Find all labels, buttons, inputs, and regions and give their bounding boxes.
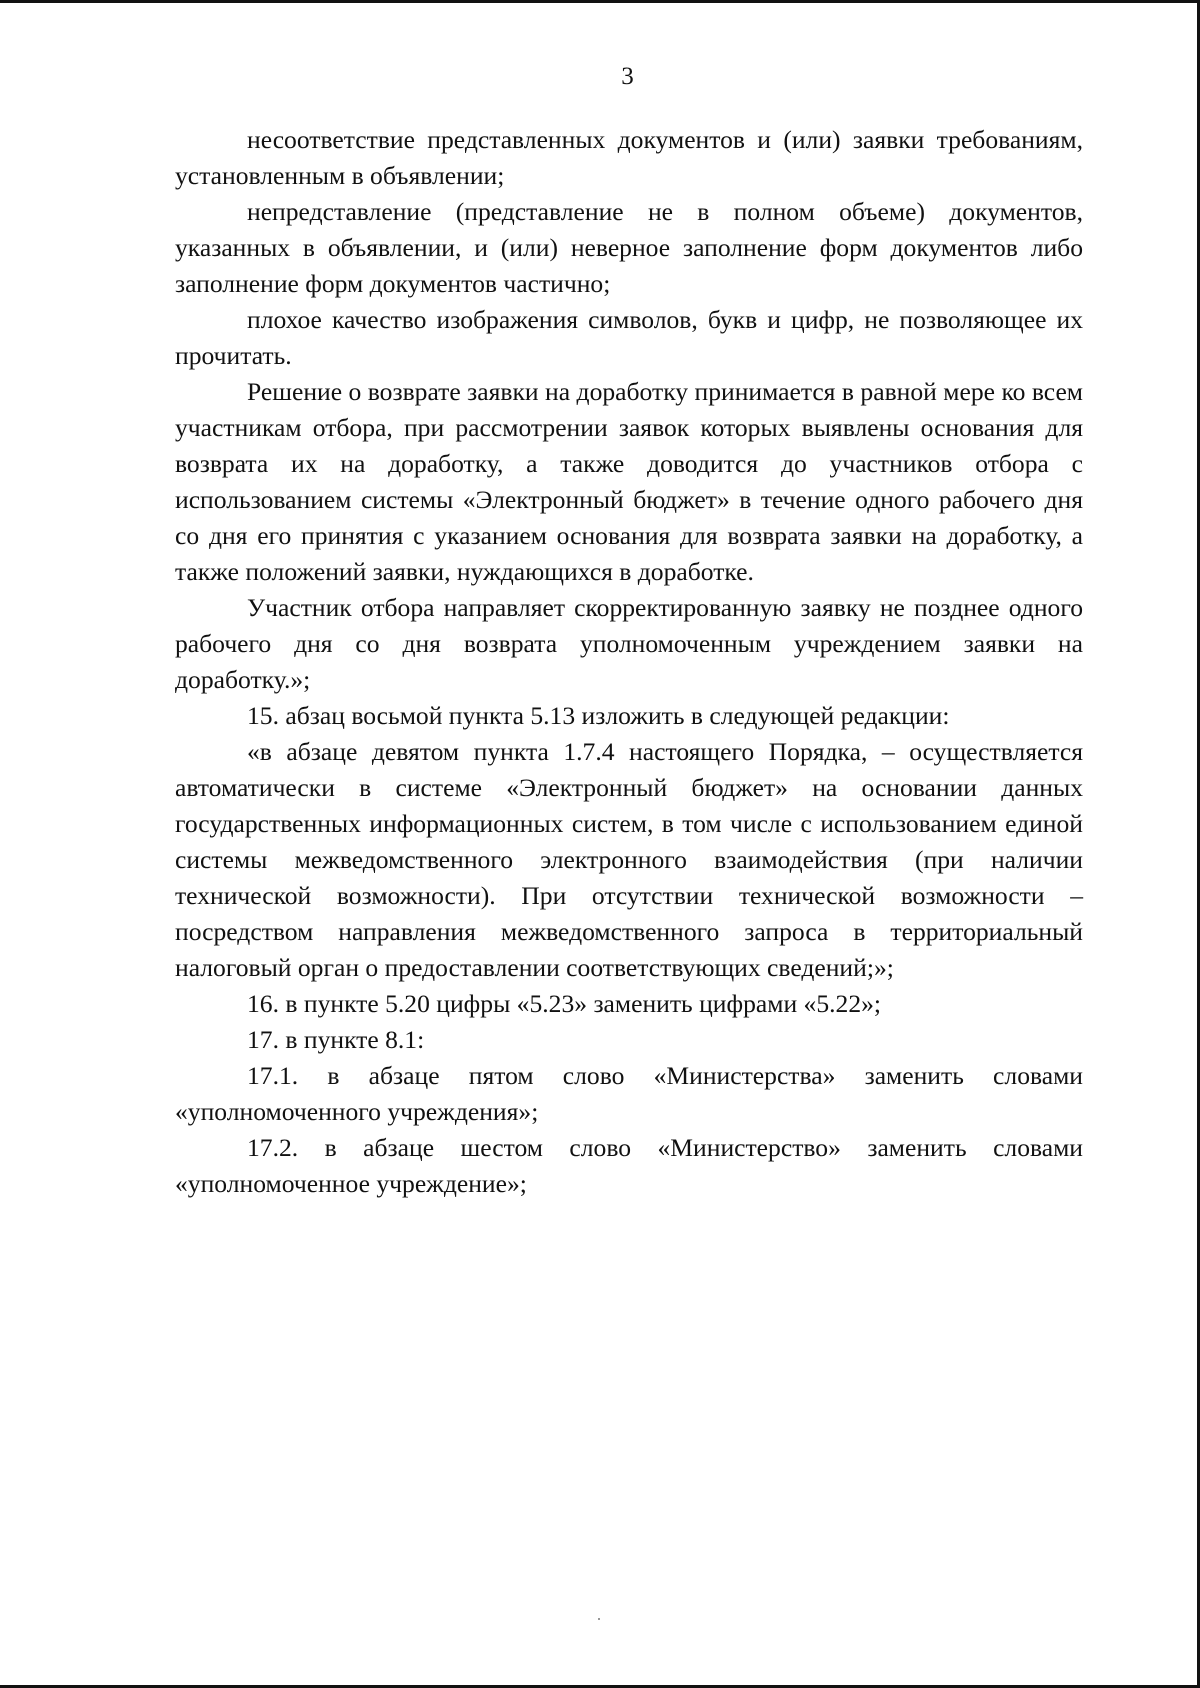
paragraph-item-15-quote: «в абзаце девятом пункта 1.7.4 настоящего Порядка, – осуществляется автоматически в системе «Электронный бюджет» на основании данных государственных информационных систем, в том числе с использованием единой системы межведомственного электронного взаимодействия (при наличии технической возможности). При отсутствии технической возможности – посредством направления межведомственного запроса в территориальный налоговый орган о предоставлении соответствующих сведений;»; <box>175 737 1083 982</box>
scan-speck <box>598 1618 600 1620</box>
paragraph-noncompliance: несоответствие представленных документов и (или) заявки требованиям, установленным в объявлении; <box>175 125 1083 190</box>
paragraph-item-17-1: 17.1. в абзаце пятом слово «Министерства» заменить словами «уполномоченного учреждения»; <box>175 1061 1083 1126</box>
paragraph-item-17-2: 17.2. в абзаце шестом слово «Министерство» заменить словами «уполномоченное учреждение»; <box>175 1133 1083 1198</box>
paragraph-return-decision: Решение о возврате заявки на доработку принимается в равной мере ко всем участникам отбора, при рассмотрении заявок которых выявлены основания для возврата их на доработку, а также доводится до участников отбора с использованием системы «Электронный бюджет» в течение одного рабочего дня со дня его принятия с указанием основания для возврата заявки на доработку, а также положений заявки, нуждающихся в доработке. <box>175 377 1083 586</box>
document-body <box>175 122 1083 1202</box>
paragraph-corrected-application: Участник отбора направляет скорректированную заявку не позднее одного рабочего дня со дня возврата уполномоченным учреждением заявки на доработку.»; <box>175 593 1083 694</box>
paragraph-item-15: 15. абзац восьмой пункта 5.13 изложить в следующей редакции: <box>247 701 950 730</box>
paragraph-item-16: 16. в пункте 5.20 цифры «5.23» заменить цифрами «5.22»; <box>247 989 882 1018</box>
paragraph-item-17: 17. в пункте 8.1: <box>247 1025 425 1054</box>
page-number: 3 <box>621 63 634 90</box>
paragraph-poor-quality: плохое качество изображения символов, букв и цифр, не позволяющее их прочитать. <box>175 305 1083 370</box>
paragraph-nonsubmission: непредставление (представление не в полном объеме) документов, указанных в объявлении, и (или) неверное заполнение форм документов либо заполнение форм документов частично; <box>175 197 1083 298</box>
